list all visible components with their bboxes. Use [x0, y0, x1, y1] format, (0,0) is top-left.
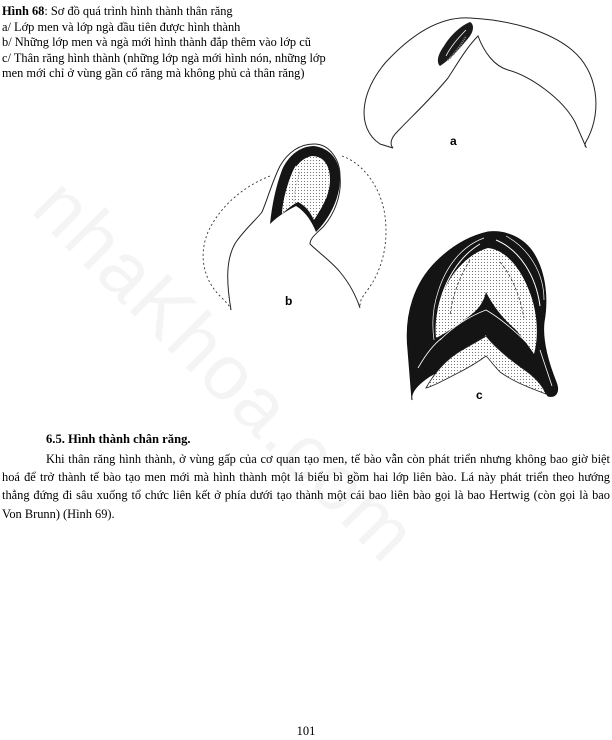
page-number: 101: [296, 724, 316, 738]
caption-line-a: a/ Lớp men và lớp ngà đầu tiên được hình thành: [2, 19, 241, 34]
figure-label-a: a: [450, 134, 457, 148]
caption-label: Hình 68: [2, 4, 45, 18]
caption-line-b: b/ Những lớp men và ngà mới hình thành đắp thêm vào lớp cũ: [2, 35, 311, 50]
diagram-a: [364, 18, 596, 148]
diagram-b: [203, 144, 386, 310]
caption-line-c: c/ Thân răng hình thành (những lớp ngà mới hình nón, những lớp men mới chỉ ở vùng gần cổ răng mà không phủ cả thân răng): [2, 50, 326, 81]
figure-label-b: b: [285, 294, 293, 308]
figure-label-c: c: [476, 388, 483, 402]
body-paragraph: Khi thân răng hình thành, ở vùng gấp của cơ quan tạo men, tế bào vẫn còn phát triển nhưng không bao giờ biệt hoá để trở thành tế bào tạo men mới mà hình thành một lá biểu bì gồm hai lớp liên bào. Lá này phát triển theo hướng thẳng đứng đi sâu xuống tổ chức liên kết ở phía dưới tạo thành một cái bao liên bào gọi là bao Hertwig (còn gọi là bao Von Brunn) (Hình 69).: [2, 452, 610, 521]
section-heading: 6.5. Hình thành chân răng.: [46, 432, 191, 446]
caption-title: : Sơ đồ quá trình hình thành thân răng: [44, 4, 233, 18]
diagram-c: [407, 232, 557, 400]
